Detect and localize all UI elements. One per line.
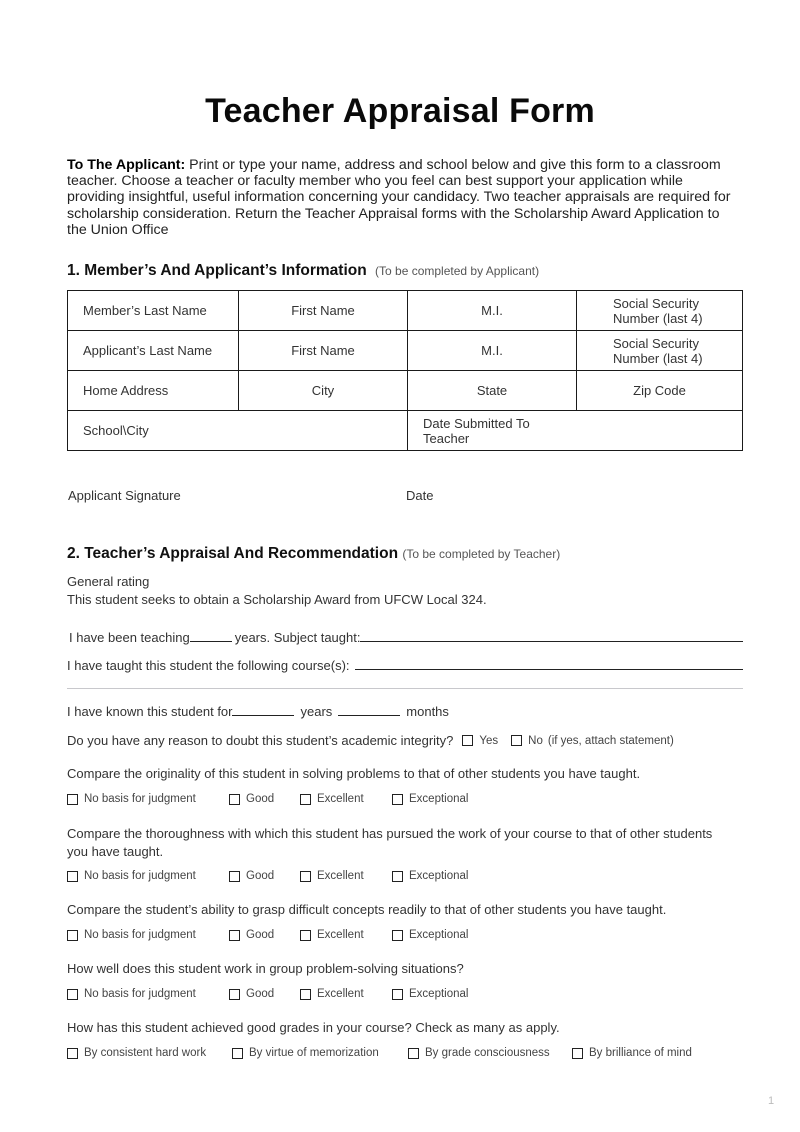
teaching-years-input[interactable]	[190, 629, 232, 642]
years-label: years	[300, 704, 333, 719]
courses-input[interactable]	[355, 657, 743, 670]
option-excellent[interactable]	[300, 929, 392, 941]
known-duration-line	[67, 703, 449, 719]
option-memorization[interactable]	[232, 1047, 408, 1059]
applicant-ssn-field[interactable]: Social Security Number (last 4)	[577, 331, 743, 371]
question-originality: Compare the originality of this student in solving problems to that of other students you have taught.	[67, 766, 641, 781]
option-good[interactable]	[229, 929, 300, 941]
option-label: No basis for judgment	[84, 870, 196, 882]
member-ssn-field[interactable]: Social Security Number (last 4)	[577, 291, 743, 331]
member-mi-field[interactable]: M.I.	[408, 291, 577, 331]
table-row	[68, 411, 743, 451]
table-row	[68, 331, 743, 371]
question-thoroughness: Compare the thoroughness with which this student has pursued the work of your course to that of other students you have taught.	[67, 826, 713, 859]
page-title: Teacher Appraisal Form	[205, 92, 595, 130]
checkbox-icon[interactable]	[67, 871, 78, 882]
rating-options-grasp-concepts	[67, 929, 468, 941]
applicant-first-name-field[interactable]: First Name	[239, 331, 408, 371]
option-label: By consistent hard work	[84, 1047, 207, 1059]
subject-taught-input[interactable]	[360, 629, 743, 642]
section2-heading	[67, 545, 560, 563]
option-good[interactable]	[229, 793, 300, 805]
checkbox-icon[interactable]	[229, 871, 240, 882]
option-label: Exceptional	[409, 793, 469, 805]
checkbox-icon[interactable]	[392, 930, 403, 941]
option-label: By brilliance of mind	[589, 1047, 692, 1059]
option-brilliance[interactable]	[572, 1047, 692, 1059]
checkbox-icon[interactable]	[462, 735, 473, 746]
known-months-input[interactable]	[338, 703, 400, 716]
option-excellent[interactable]	[300, 988, 392, 1000]
grades-options	[67, 1047, 692, 1059]
checkbox-icon[interactable]	[392, 989, 403, 1000]
checkbox-icon[interactable]	[229, 930, 240, 941]
option-label: By virtue of memorization	[249, 1047, 379, 1059]
option-label: No basis for judgment	[84, 988, 196, 1000]
checkbox-icon[interactable]	[300, 930, 311, 941]
option-no-basis[interactable]	[67, 988, 229, 1000]
option-label: No basis for judgment	[84, 929, 196, 941]
zip-code-field[interactable]: Zip Code	[577, 371, 743, 411]
option-label: By grade consciousness	[425, 1047, 550, 1059]
integrity-line	[67, 733, 674, 748]
rating-options-thoroughness	[67, 870, 468, 882]
option-exceptional[interactable]	[392, 793, 468, 805]
school-city-field[interactable]: School\City	[68, 411, 408, 451]
section1-heading	[67, 262, 539, 280]
checkbox-icon[interactable]	[67, 930, 78, 941]
checkbox-icon[interactable]	[300, 794, 311, 805]
general-rating-label: General rating	[67, 574, 150, 589]
city-field[interactable]: City	[239, 371, 408, 411]
option-label: Excellent	[317, 870, 364, 882]
option-label: Excellent	[317, 793, 364, 805]
option-no-basis[interactable]	[67, 793, 229, 805]
checkbox-icon[interactable]	[300, 871, 311, 882]
option-label: Good	[246, 929, 275, 941]
integrity-note: (if yes, attach statement)	[547, 734, 674, 747]
checkbox-icon[interactable]	[229, 794, 240, 805]
applicant-mi-field[interactable]: M.I.	[408, 331, 577, 371]
divider	[67, 688, 743, 689]
option-label: No basis for judgment	[84, 793, 196, 805]
teaching-years-line	[69, 629, 743, 645]
signature-date-field[interactable]: Date	[406, 488, 434, 503]
known-label: I have known this student for	[67, 704, 233, 719]
state-field[interactable]: State	[408, 371, 577, 411]
section1-note: (To be completed by Applicant)	[375, 264, 540, 278]
checkbox-icon[interactable]	[229, 989, 240, 1000]
page-number: 1	[768, 1095, 775, 1107]
intro-body: Print or type your name, address and school below and give this form to a classroom teacher. Choose a teacher or faculty member who you feel can best support your application while providing insightful, useful information concerning your candidacy. Two teacher appraisals are required for scholarship consideration. Return the Teacher Appraisal forms with the Scholarship Award Application to the Union Office	[67, 157, 731, 238]
intro-lead: To The Applicant:	[67, 157, 186, 173]
courses-label: I have taught this student the following course(s):	[67, 658, 350, 673]
option-excellent[interactable]	[300, 870, 392, 882]
option-grade-consciousness[interactable]	[408, 1047, 572, 1059]
rating-options-originality	[67, 793, 468, 805]
member-last-name-field[interactable]: Member’s Last Name	[68, 291, 239, 331]
applicant-info-table	[67, 290, 743, 451]
checkbox-icon[interactable]	[67, 1048, 78, 1059]
option-excellent[interactable]	[300, 793, 392, 805]
option-label: No	[528, 734, 543, 747]
checkbox-icon[interactable]	[392, 794, 403, 805]
question-good-grades: How has this student achieved good grades in your course? Check as many as apply.	[67, 1020, 560, 1035]
option-label: Excellent	[317, 988, 364, 1000]
checkbox-icon[interactable]	[300, 989, 311, 1000]
option-label: Exceptional	[409, 988, 469, 1000]
home-address-field[interactable]: Home Address	[68, 371, 239, 411]
checkbox-icon[interactable]	[232, 1048, 243, 1059]
question-group-work: How well does this student work in group problem-solving situations?	[67, 961, 464, 976]
option-label: Good	[246, 793, 275, 805]
scholarship-statement: This student seeks to obtain a Scholarship Award from UFCW Local 324.	[67, 592, 487, 607]
option-exceptional[interactable]	[392, 929, 468, 941]
applicant-signature-field[interactable]: Applicant Signature	[68, 488, 181, 503]
option-label: Excellent	[317, 929, 364, 941]
option-label: Exceptional	[409, 870, 469, 882]
known-years-input[interactable]	[232, 703, 294, 716]
rating-options-group-work	[67, 988, 468, 1000]
option-no-basis[interactable]	[67, 929, 229, 941]
integrity-question: Do you have any reason to doubt this student’s academic integrity?	[67, 733, 454, 748]
applicant-last-name-field[interactable]: Applicant’s Last Name	[68, 331, 239, 371]
option-label: Good	[246, 870, 275, 882]
subject-label: years. Subject taught:	[234, 630, 361, 645]
intro-paragraph	[67, 157, 737, 238]
question-grasp-concepts: Compare the student’s ability to grasp difficult concepts readily to that of other students you have taught.	[67, 902, 667, 917]
checkbox-icon[interactable]	[67, 794, 78, 805]
checkbox-icon[interactable]	[511, 735, 522, 746]
months-label: months	[406, 704, 449, 719]
checkbox-icon[interactable]	[67, 989, 78, 1000]
option-good[interactable]	[229, 870, 300, 882]
checkbox-icon[interactable]	[392, 871, 403, 882]
integrity-yes-option[interactable]	[462, 735, 498, 747]
table-row	[68, 291, 743, 331]
date-submitted-field[interactable]	[408, 411, 743, 451]
courses-line	[67, 657, 743, 673]
option-good[interactable]	[229, 988, 300, 1000]
section2-title: 2. Teacher’s Appraisal And Recommendation	[67, 545, 399, 562]
checkbox-icon[interactable]	[408, 1048, 419, 1059]
option-exceptional[interactable]	[392, 988, 468, 1000]
table-row	[68, 371, 743, 411]
member-first-name-field[interactable]: First Name	[239, 291, 408, 331]
option-label: Good	[246, 988, 275, 1000]
option-hard-work[interactable]	[67, 1047, 232, 1059]
integrity-no-option[interactable]	[511, 735, 543, 747]
teaching-label: I have been teaching	[69, 630, 190, 645]
section1-title: 1. Member’s And Applicant’s Information	[67, 262, 367, 279]
section2-note: (To be completed by Teacher)	[402, 547, 561, 561]
option-no-basis[interactable]	[67, 870, 229, 882]
option-label: Yes	[479, 734, 499, 747]
option-exceptional[interactable]	[392, 870, 468, 882]
date-submitted-label: Date Submitted To Teacher	[423, 415, 530, 446]
option-label: Exceptional	[409, 929, 469, 941]
checkbox-icon[interactable]	[572, 1048, 583, 1059]
